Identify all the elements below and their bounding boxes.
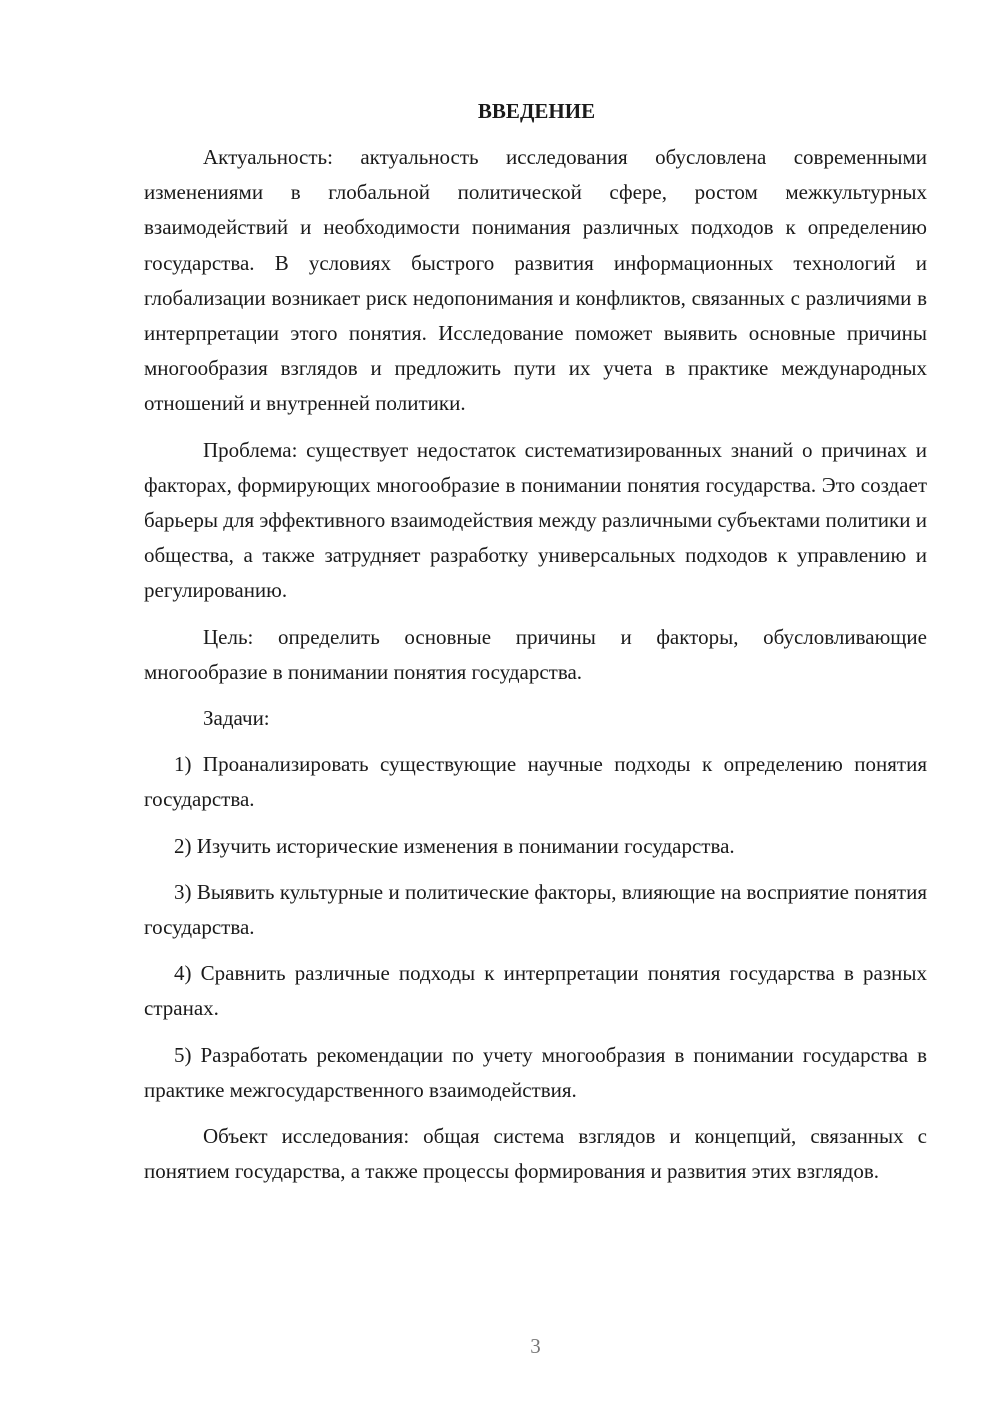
task-item-1: 1) Проанализировать существующие научные подходы к определению понятия государства. [144, 752, 927, 812]
task-item-4: 4) Сравнить различные подходы к интерпретации понятия государства в разных странах. [144, 961, 927, 1021]
paragraph-relevance: Актуальность: актуальность исследования обусловлена современными изменениями в глобальной политической сфере, ростом межкультурных взаимодействий и необходимости понимания различных подходов к определению государства. В условиях быстрого развития информационных технологий и глобализации возникает риск недопонимания и конфликтов, связанных с различиями в интерпретации этого понятия. Исследование поможет выявить основные причины многообразия взглядов и предложить пути их учета в практике международных отношений и внутренней политики. [144, 145, 927, 416]
document-page [144, 96, 927, 1200]
task-item-5: 5) Разработать рекомендации по учету многообразия в понимании государства в практике межгосударственного взаимодействия. [144, 1042, 927, 1102]
task-item-2: 2) Изучить исторические изменения в понимании государства. [174, 833, 735, 858]
paragraph-goal: Цель: определить основные причины и факторы, обусловливающие многообразие в понимании понятия государства. [144, 624, 927, 684]
paragraph-object: Объект исследования: общая система взглядов и концепций, связанных с понятием государства, а также процессы формирования и развития этих взглядов. [144, 1124, 927, 1184]
task-item-3: 3) Выявить культурные и политические факторы, влияющие на восприятие понятия государства. [144, 879, 927, 940]
section-title: ВВЕДЕНИЕ [477, 99, 596, 123]
page-number: 3 [530, 1334, 541, 1358]
paragraph-tasks-heading: Задачи: [203, 706, 270, 731]
paragraph-problem: Проблема: существует недостаток систематизированных знаний о причинах и факторах, формирующих многообразие в понимании понятия государства. Это создает барьеры для эффективного взаимодействия между различными субъектами политики и общества, а также затрудняет разработку универсальных подходов к управлению и регулированию. [144, 437, 927, 603]
